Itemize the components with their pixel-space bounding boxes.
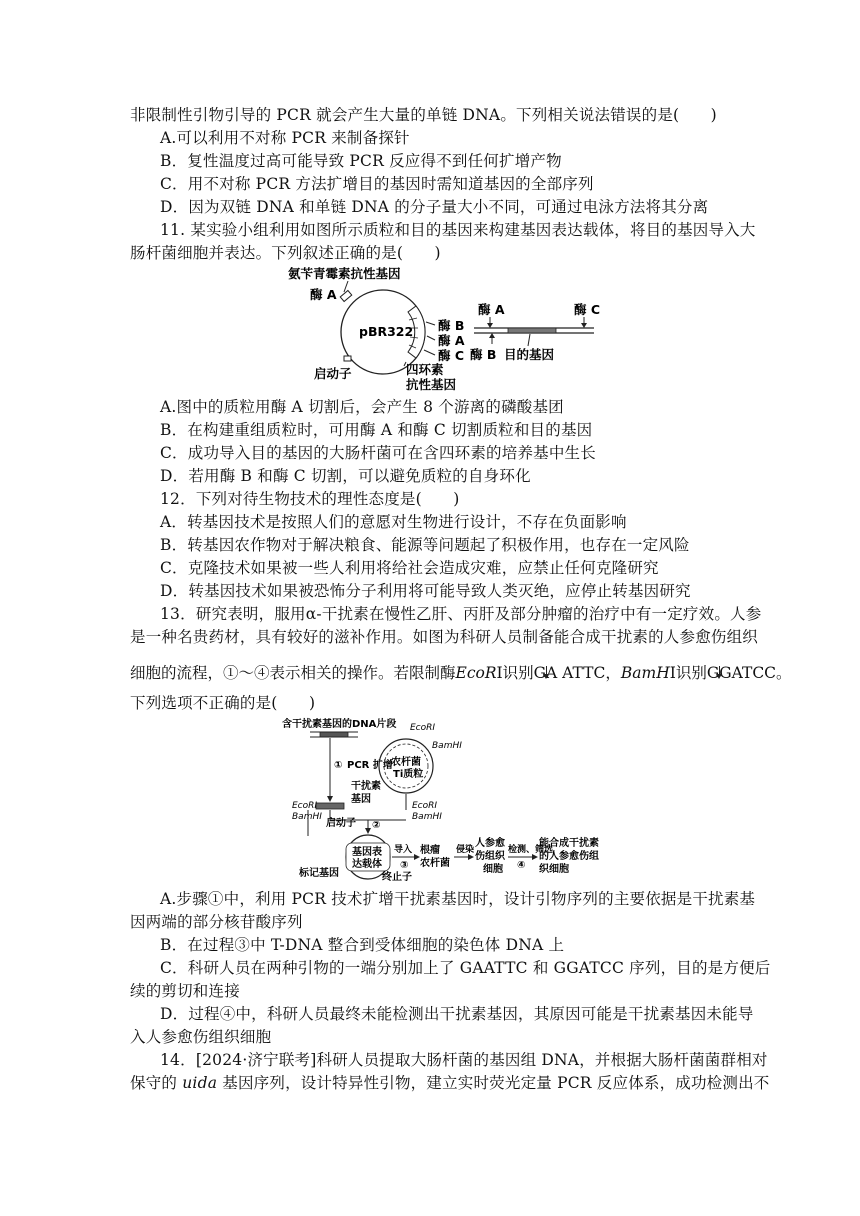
q13-fig-final-label-1: 能合成干扰素 xyxy=(539,838,599,849)
q11-promoter-label: 启动子 xyxy=(314,366,352,381)
q11-option-a: A.图中的质粒用酶 A 切割后，会产生 8 个游离的磷酸基团 xyxy=(160,398,564,416)
q11-dna-enzyme-c: 酶 C xyxy=(574,302,601,317)
q11-amp-gene-box xyxy=(340,290,352,301)
q11-target-gene-label: 目的基因 xyxy=(504,347,555,362)
q11-plasmid-name: pBR322 xyxy=(359,324,414,339)
q13-fig-vector-label-1: 基因表 xyxy=(352,847,382,858)
q11-enzyme-c-right: 酶 C xyxy=(438,348,465,363)
q13-fig-agro-label-2: Ti质粒 xyxy=(393,769,424,780)
q12-option-c: C．克隆技术如果被一些人利用将给社会造成灾难，应禁止任何克隆研究 xyxy=(160,559,659,577)
q13-stem-line4: 下列选项不正确的是( ) xyxy=(130,694,316,712)
q13-option-a-line1: A.步骤①中，利用 PCR 技术扩增干扰素基因时，设计引物序列的主要依据是干扰素基 xyxy=(160,890,756,908)
q13-stem-line3: 细胞的流程，①～④表示相关的操作。若限制酶EcoRⅠ识别GA ATTC，BamHⅠ识别GGATCC。 xyxy=(130,664,792,682)
q13-fig-step3: ③ xyxy=(400,860,409,871)
q11-dna-enzyme-a: 酶 A xyxy=(478,302,505,317)
q11-plasmid-figure xyxy=(280,262,620,394)
q13-fig-bamhi-right: BamHⅠ xyxy=(412,812,442,822)
q13-stem-line1: 13．研究表明，服用α-干扰素在慢性乙肝、丙肝及部分肿瘤的治疗中有一定疗效。人参 xyxy=(160,605,762,623)
q13-fig-callus-label-1: 人参愈 xyxy=(475,838,505,849)
q10-option-c: C．用不对称 PCR 方法扩增目的基因时需知道基因的全部序列 xyxy=(160,175,594,193)
q11-amp-gene-label: 氨苄青霉素抗性基因 xyxy=(288,266,401,281)
q13-fig-gene-label-2: 素 xyxy=(371,781,381,792)
q13-fig-terminator-label: 终止子 xyxy=(382,872,412,882)
q13-option-a-line2: 因两端的部分核苷酸序列 xyxy=(130,913,303,931)
q10-stem-tail: 非限制性引物引导的 PCR 就会产生大量的单链 DNA。下列相关说法错误的是( ) xyxy=(130,106,717,124)
q11-option-c: C．成功导入目的基因的大肠杆菌可在含四环素的培养基中生长 xyxy=(160,444,596,462)
q13-fig-root-label-1: 根瘤 xyxy=(420,845,440,856)
q13-fig-final-label-3: 织细胞 xyxy=(539,864,569,875)
q13-option-b: B．在过程③中 T-DNA 整合到受体细胞的染色体 DNA 上 xyxy=(160,936,565,954)
q11-option-b: B．在构建重组质粒时，可用酶 A 和酶 C 切割质粒和目的基因 xyxy=(160,421,593,439)
q10-option-d: D．因为双链 DNA 和单链 DNA 的分子量大小不同，可通过电泳方法将其分离 xyxy=(160,198,709,216)
bamhi-name: BamH xyxy=(620,664,670,682)
q13-fig-ecori-top: EcoRⅠ xyxy=(410,723,436,733)
q13-fig-ecori-left: EcoRⅠ xyxy=(292,801,318,811)
q12-option-a: A．转基因技术是按照人们的意愿对生物进行设计，不存在负面影响 xyxy=(160,513,627,531)
uida-gene-name: uida xyxy=(182,1074,218,1092)
q13-fig-agro-label-1: 农杆菌 xyxy=(391,757,421,768)
q13-fig-pcr: PCR 扩增 xyxy=(347,760,393,771)
q11-enzyme-b-right: 酶 B xyxy=(438,318,465,333)
q13-fig-callus-label-3: 细胞 xyxy=(483,864,503,875)
ecori-site: GA ATTC xyxy=(533,664,606,682)
q13-flow-figure xyxy=(268,716,608,882)
q13-stem-line2: 是一种名贵药材，具有较好的滋补作用。如图为科研人员制备能合成干扰素的人参愈伤组织 xyxy=(130,628,759,646)
q11-tet-gene-label-2: 抗性基因 xyxy=(406,377,457,392)
q11-target-gene-segment xyxy=(508,328,556,333)
q11-dna-enzyme-b: 酶 B xyxy=(470,347,497,362)
ecori-name: EcoR xyxy=(455,664,497,682)
q12-option-d: D．转基因技术如果被恐怖分子利用将可能导致人类灭绝，应停止转基因研究 xyxy=(160,582,691,600)
q13-fig-bamhi-left: BamHⅠ xyxy=(292,812,322,822)
q13-fig-detect: 检测、筛选 xyxy=(508,845,554,855)
q13-fig-gene-label-1: 干扰 xyxy=(351,781,371,792)
q13-fig-fragment xyxy=(320,732,348,737)
q11-tet-gene-label-1: 四环素 xyxy=(406,362,444,377)
q11-promoter-box xyxy=(344,356,351,361)
q13-option-c-line2: 续的剪切和连接 xyxy=(130,982,240,1000)
q13-fig-promoter: 启动子 xyxy=(326,818,356,829)
q11-enzyme-a-left: 酶 A xyxy=(310,287,337,302)
q13-fig-marker-label: 标记基因 xyxy=(299,868,339,879)
q13-fig-root-label-2: 农杆菌 xyxy=(420,858,450,869)
q13-fig-fragment-label: 含干扰素基因的DNA片段 xyxy=(282,719,397,730)
q12-option-b: B．转基因农作物对于解决粮食、能源等问题起了积极作用，也存在一定风险 xyxy=(160,536,690,554)
q13-fig-infect: 侵染 xyxy=(456,845,475,855)
q10-option-a: A.可以利用不对称 PCR 来制备探针 xyxy=(160,129,410,147)
q11-stem-line1: 11. 某实验小组利用如图所示质粒和目的基因来构建基因表达载体，将目的基因导入大 xyxy=(160,221,756,239)
q13-fig-step4: ④ xyxy=(517,860,526,871)
q13-fig-final-label-2: 的人参愈伤组 xyxy=(539,851,599,862)
q13-fig-ecori-right: EcoRⅠ xyxy=(412,801,438,811)
q14-stem-line1: 14．[2024·济宁联考]科研人员提取大肠杆菌的基因组 DNA，并根据大肠杆菌菌群相对 xyxy=(160,1051,768,1069)
q13-option-d-line2: 入人参愈伤组织细胞 xyxy=(130,1028,272,1046)
q13-option-d-line1: D．过程④中，科研人员最终未能检测出干扰素基因，其原因可能是干扰素基因未能导 xyxy=(160,1005,754,1023)
q13-fig-vector-label-2: 达载体 xyxy=(352,859,382,870)
q13-fig-bamhi-top: BamHⅠ xyxy=(432,741,462,751)
q13-fig-gene-bar xyxy=(316,803,344,809)
q13-fig-step2: ② xyxy=(372,820,381,831)
q14-stem-line2: 保守的 uida 基因序列，设计特异性引物，建立实时荧光定量 PCR 反应体系，成功检测出不 xyxy=(130,1074,770,1092)
q10-option-b: B．复性温度过高可能导致 PCR 反应得不到任何扩增产物 xyxy=(160,152,562,170)
q13-option-c-line1: C．科研人员在两种引物的一端分别加上了 GAATTC 和 GGATCC 序列，目的是方便后 xyxy=(160,959,771,977)
q13-fig-gene-label-3: 基因 xyxy=(351,794,371,805)
q11-enzyme-a-right: 酶 A xyxy=(438,333,465,348)
q12-stem: 12．下列对待生物技术的理性态度是( ) xyxy=(160,490,460,508)
q13-fig-callus-label-2: 伤组织 xyxy=(475,851,505,862)
q11-option-d: D．若用酶 B 和酶 C 切割，可以避免质粒的自身环化 xyxy=(160,467,531,485)
q13-fig-step1: ① xyxy=(334,760,343,771)
q11-stem-line2: 肠杆菌细胞并表达。下列叙述正确的是( ) xyxy=(130,244,441,262)
bamhi-site: GGATCC xyxy=(706,664,777,682)
q13-fig-import: 导入 xyxy=(394,845,413,855)
